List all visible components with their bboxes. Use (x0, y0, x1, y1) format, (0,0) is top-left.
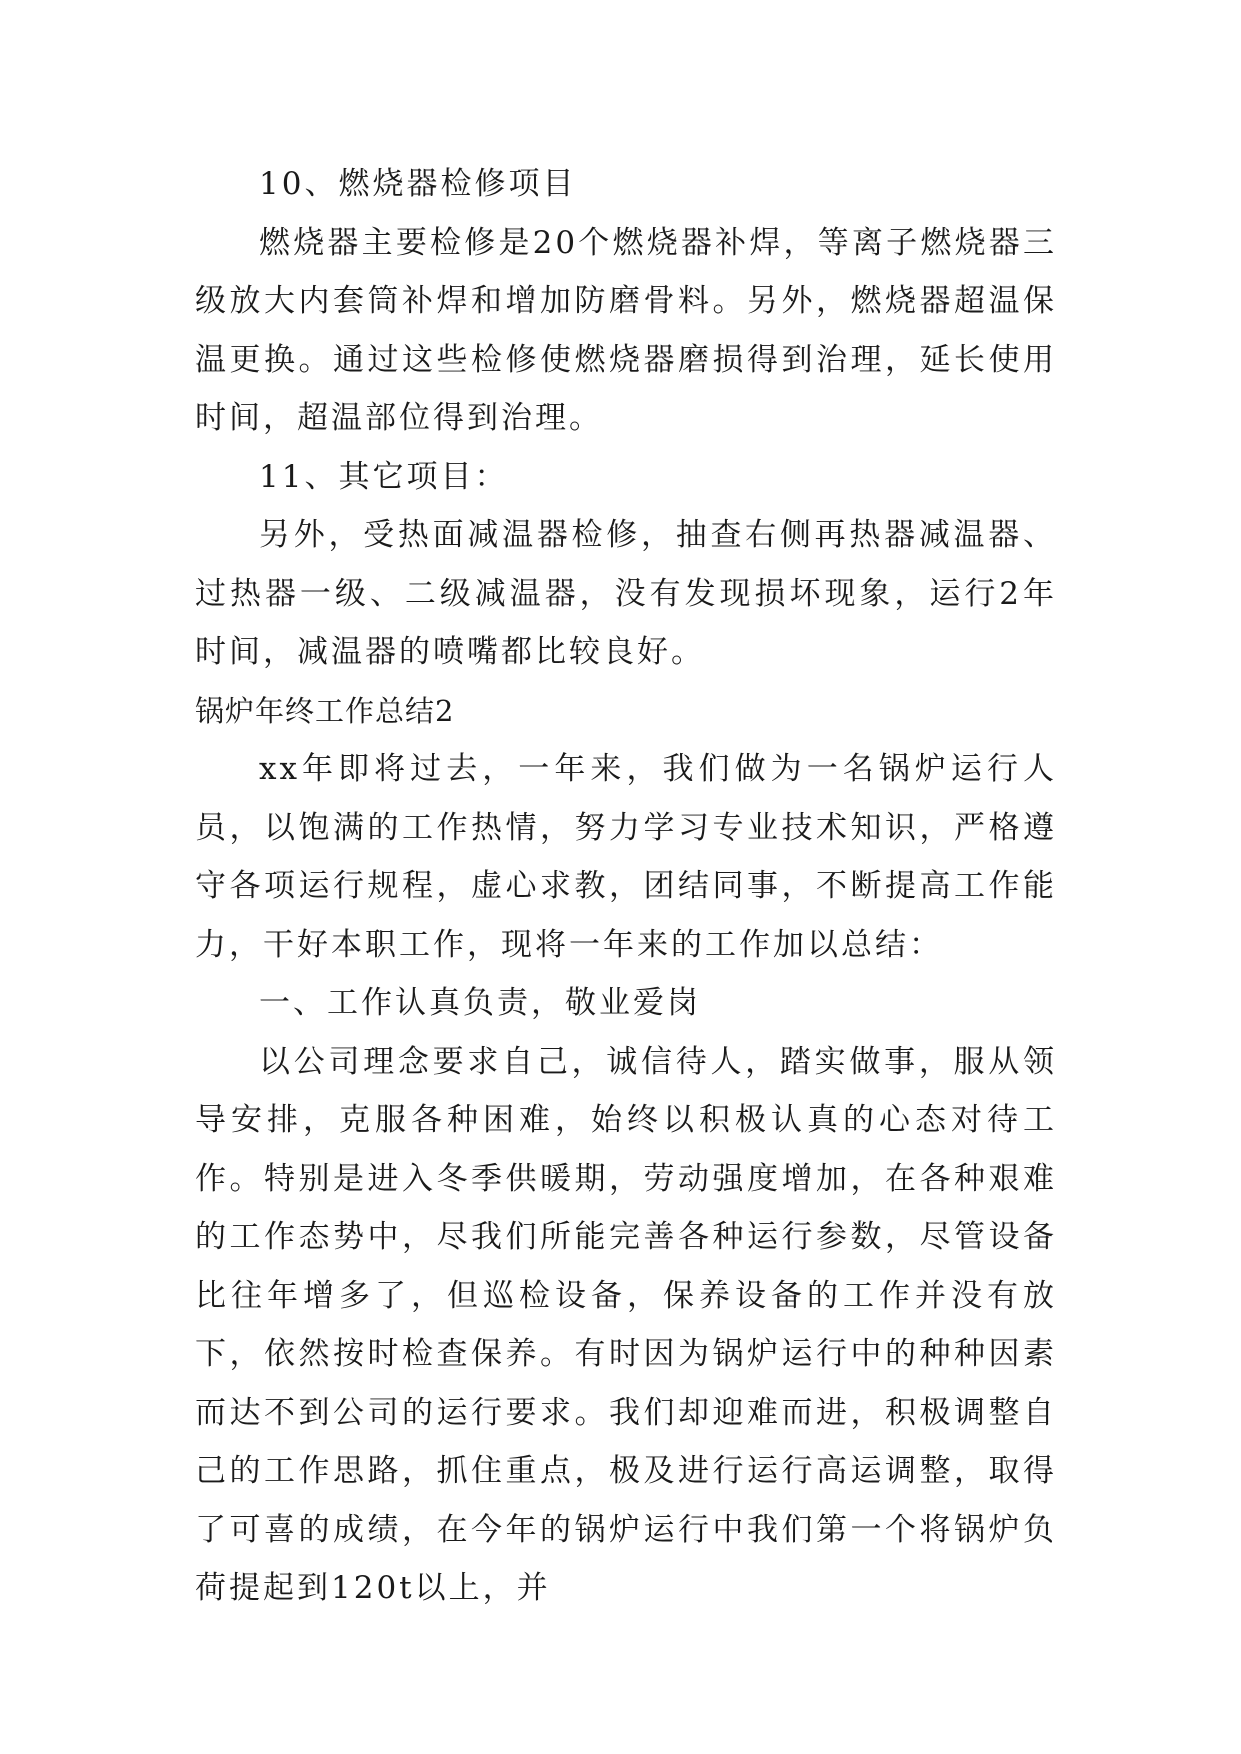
section-heading-other: 11、其它项目： (259, 458, 509, 495)
paragraph-desuperheater: 另外，受热面减温器检修，抽查右侧再热器减温器、过热器一级、二级减温器，没有发现损坏现象，运行2年时间，减温器的喷嘴都比较良好。 (195, 517, 1057, 670)
section-heading-responsibility: 一、工作认真负责，敬业爱岗 (259, 985, 701, 1021)
document-body (195, 155, 1057, 1618)
paragraph-burner-maintenance: 燃烧器主要检修是20个燃烧器补焊，等离子燃烧器三级放大内套筒补焊和增加防磨骨料。另外，燃烧器超温保温更换。通过这些检修使燃烧器磨损得到治理，延长使用时间，超温部位得到治理。 (195, 224, 1057, 436)
document-title-summary-2: 锅炉年终工作总结2 (195, 693, 455, 728)
paragraph-responsibility: 以公司理念要求自己，诚信待人，踏实做事，服从领导安排，克服各种困难，始终以积极认真的心态对待工作。特别是进入冬季供暖期，劳动强度增加，在各种艰难的工作态势中，尽我们所能完善各种运行参数，尽管设备比往年增多了，但巡检设备，保养设备的工作并没有放下，依然按时检查保养。有时因为锅炉运行中的种种因素而达不到公司的运行要求。我们却迎难而进，积极调整自己的工作思路，抓住重点，极及进行运行高运调整，取得了可喜的成绩，在今年的锅炉运行中我们第一个将锅炉负荷提起到120t以上，并 (195, 1043, 1057, 1606)
paragraph-intro: xx年即将过去，一年来，我们做为一名锅炉运行人员，以饱满的工作热情，努力学习专业技术知识，严格遵守各项运行规程，虚心求教，团结同事，不断提高工作能力，干好本职工作，现将一年来的工作加以总结： (195, 751, 1057, 963)
section-heading-burner: 10、燃烧器检修项目 (259, 166, 577, 202)
